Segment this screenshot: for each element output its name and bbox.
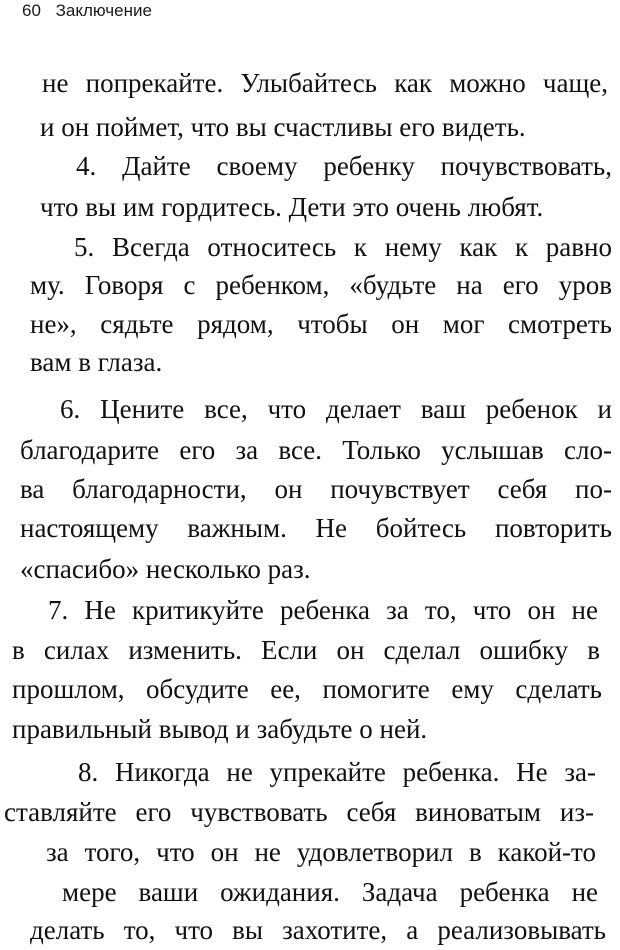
text-line: правильный вывод и забудьте о ней.	[12, 714, 428, 744]
text-line: и он поймет, что вы счастливы его видеть.	[40, 112, 526, 142]
text-line: вам в глаза.	[30, 347, 163, 377]
text-line: му. Говоря с ребенком, «будьте на его уров	[30, 270, 612, 300]
text-line: в силах изменить. Если он сделал ошибку в	[12, 635, 600, 665]
text-line: прошлом, обсудите ее, помогите ему сделать	[12, 674, 602, 704]
text-line: за того, что он не удовлетворил в какой-то	[46, 837, 596, 867]
text-line: ставляйте его чувствовать себя виноватым из-	[4, 797, 594, 827]
text-line: 4. Дайте своему ребенку почувствовать,	[76, 151, 612, 181]
text-line: мере ваши ожидания. Задача ребенка не	[62, 877, 598, 907]
text-line: ва благодарности, он почувствует себя по-	[20, 474, 612, 504]
text-line: 5. Всегда относитесь к нему как к равно	[74, 232, 612, 262]
page-number: 60	[22, 1, 41, 20]
section-title: Заключение	[55, 1, 152, 20]
text-line: настоящему важным. Не бойтесь повторить	[20, 513, 612, 543]
text-line: «спасибо» несколько раз.	[20, 554, 311, 584]
text-line: 8. Никогда не упрекайте ребенка. Не за-	[78, 757, 596, 787]
text-line: делать то, что вы захотите, а реализовывать	[30, 915, 606, 945]
text-line: что вы им гордитесь. Дети это очень любят.	[40, 192, 544, 222]
text-line: не», сядьте рядом, чтобы он мог смотреть	[30, 309, 612, 339]
text-line: 7. Не критикуйте ребенка за то, что он не	[48, 595, 598, 625]
text-line: не попрекайте. Улыбайтесь как можно чаще,	[42, 68, 608, 98]
text-line: благодарите его за все. Только услышав сло-	[20, 435, 612, 465]
text-line: 6. Цените все, что делает ваш ребенок и	[60, 394, 612, 424]
page-header	[22, 0, 152, 24]
